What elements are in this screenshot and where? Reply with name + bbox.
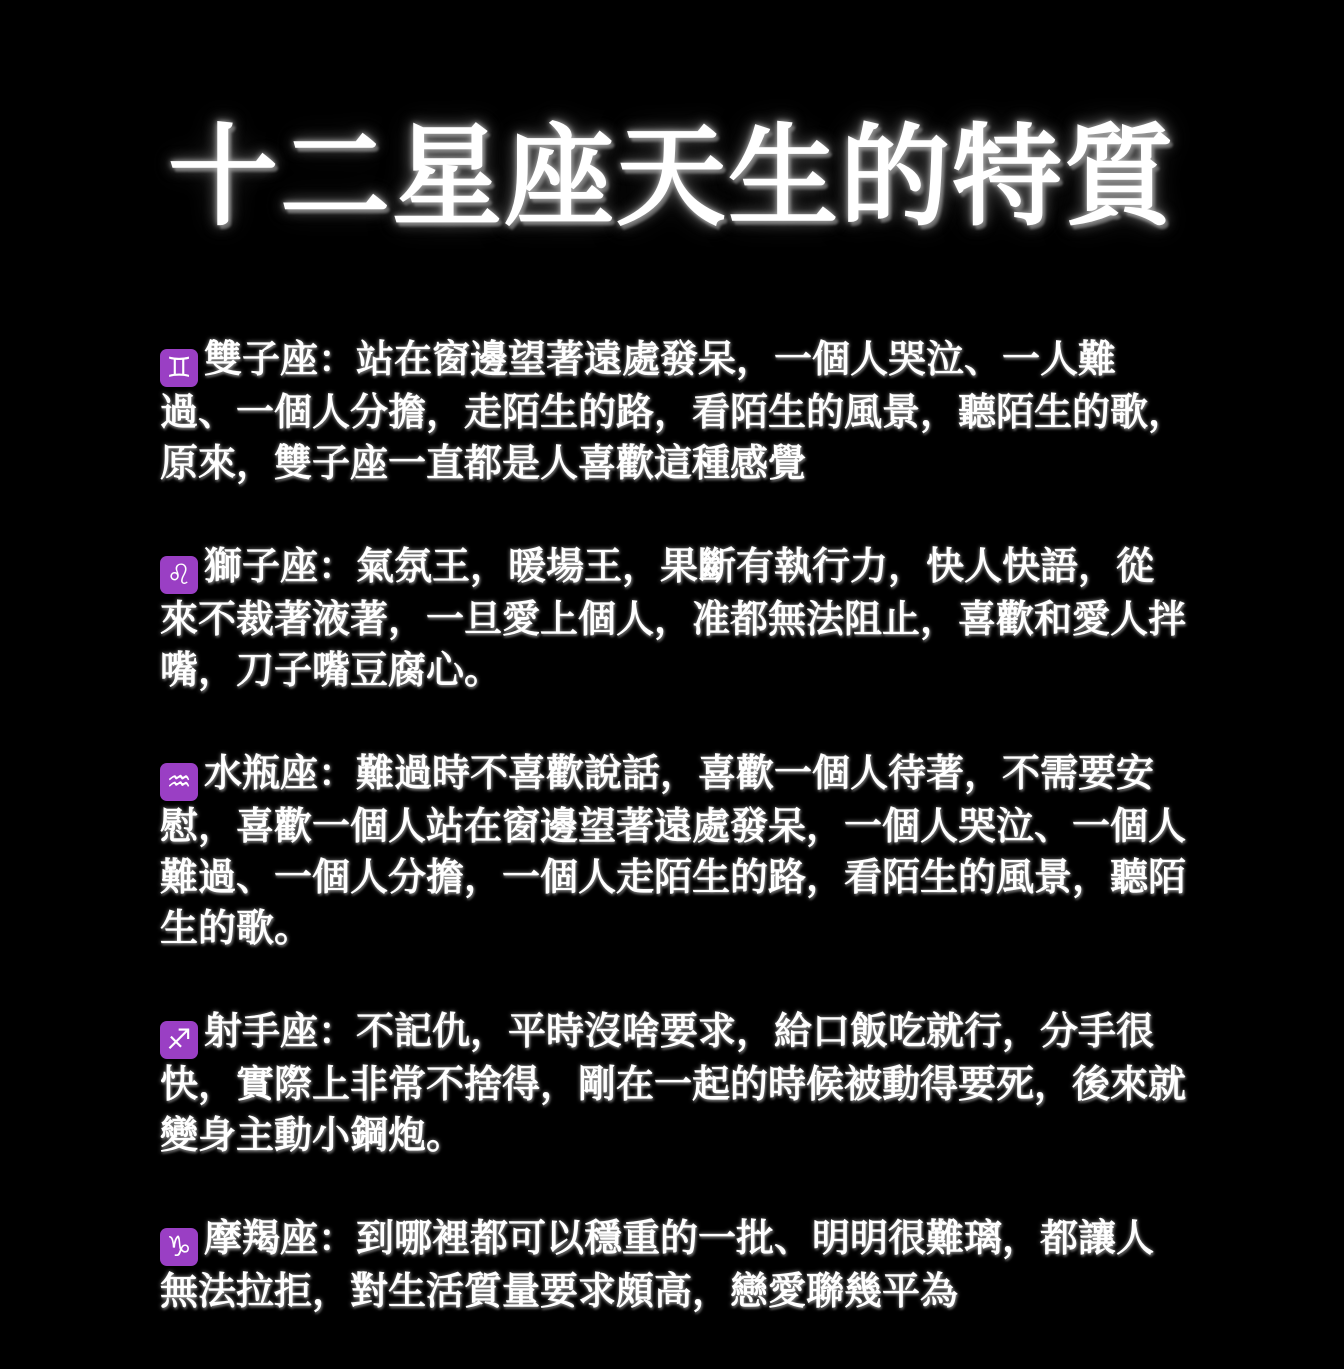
zodiac-description: ：到哪裡都可以穩重的一批、明明很難璃，都讓人無法拉拒，對生活質量要求頗高，戀愛聯幾平為 xyxy=(160,1216,1155,1313)
zodiac-entry-capricorn xyxy=(160,1213,1190,1317)
zodiac-description: ：站在窗邊望著遠處發呆，一個人哭泣、一人難過、一個人分擔，走陌生的路，看陌生的風景，聽陌生的歌，原來，雙子座一直都是人喜歡這種感覺 xyxy=(160,337,1187,485)
zodiac-entry-leo xyxy=(160,541,1190,696)
zodiac-list xyxy=(160,334,1190,1369)
zodiac-name: 水瓶座 xyxy=(204,751,319,795)
gemini-icon: ♊ xyxy=(160,349,198,387)
zodiac-description: ：不記仇，平時沒啥要求，給口飯吃就行，分手很快，實際上非常不捨得，剛在一起的時候被動得要死，後來就變身主動小鋼炮。 xyxy=(160,1009,1187,1157)
aquarius-icon: ♒ xyxy=(160,763,198,801)
zodiac-name: 獅子座 xyxy=(204,544,319,588)
zodiac-name: 雙子座 xyxy=(204,337,319,381)
page-title: 十二星座天生的特質 xyxy=(168,113,1176,241)
zodiac-entry-sagittarius xyxy=(160,1006,1190,1161)
leo-icon: ♌ xyxy=(160,556,198,594)
zodiac-description: ：氣氛王，暖場王，果斷有執行力，快人快語，從來不裁著液著，一旦愛上個人，准都無法阻止，喜歡和愛人拌嘴，刀子嘴豆腐心。 xyxy=(160,544,1187,692)
zodiac-entry-aquarius xyxy=(160,748,1190,954)
capricorn-icon: ♑ xyxy=(160,1228,198,1266)
zodiac-description: ：難過時不喜歡說話，喜歡一個人待著，不需要安慰，喜歡一個人站在窗邊望著遠處發呆，一個人哭泣、一個人難過、一個人分擔，一個人走陌生的路，看陌生的風景，聽陌生的歌。 xyxy=(160,751,1187,950)
sagittarius-icon: ♐ xyxy=(160,1021,198,1059)
zodiac-entry-gemini xyxy=(160,334,1190,489)
zodiac-name: 摩羯座 xyxy=(204,1216,319,1260)
zodiac-name: 射手座 xyxy=(204,1009,319,1053)
